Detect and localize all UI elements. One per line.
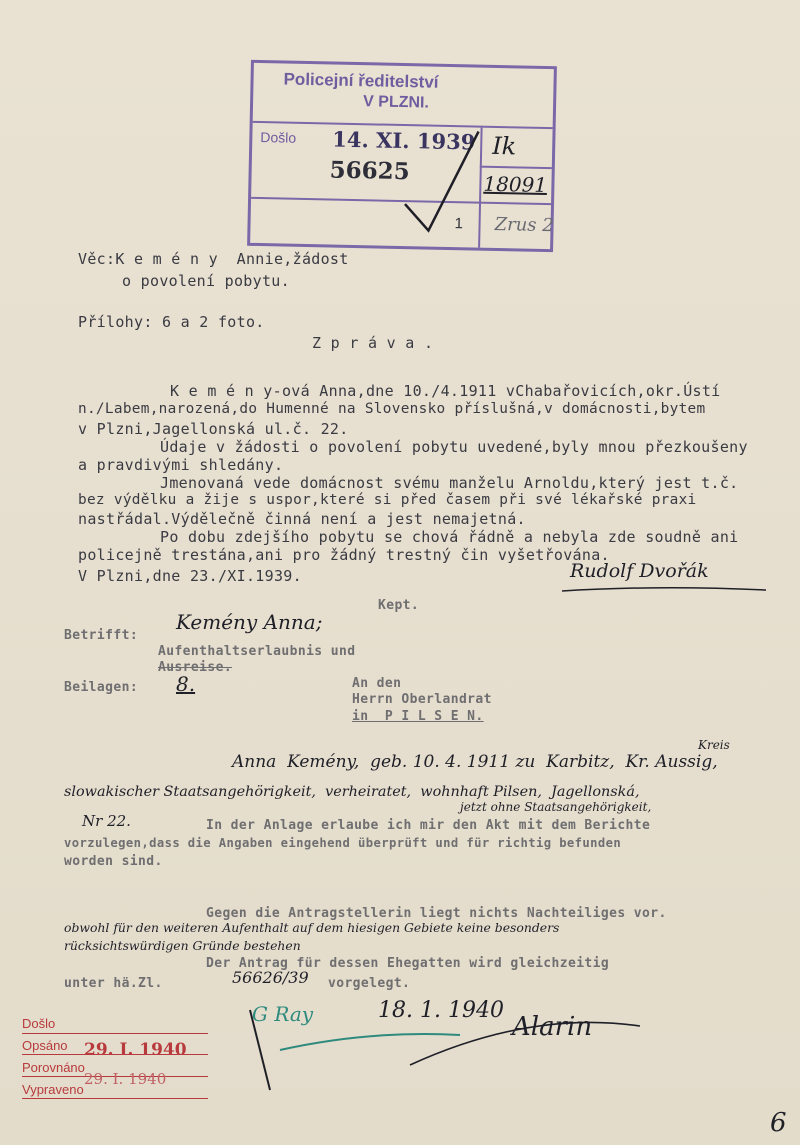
stamp-number: 56625: [329, 156, 410, 186]
betrifft-label: Betrifft:: [64, 628, 139, 643]
hand-line3b: jetzt ohne Staatsangehörigkeit,: [460, 800, 652, 814]
hand-signature: Alarin: [512, 1012, 593, 1042]
beilagen-hand-count: 8.: [176, 672, 196, 696]
address-line2: Herrn Oberlandrat: [352, 692, 492, 707]
redstamp-row3-date: 29. I. 1940: [84, 1070, 167, 1088]
subject-line-1: Věc:K e m é n y Annie,žádost: [78, 250, 349, 268]
para1-line3: v Plzni,Jagellonská ul.č. 22.: [78, 420, 349, 438]
beilagen-label: Beilagen:: [64, 680, 139, 695]
place-date: V Plzni,dne 23./XI.1939.: [78, 567, 302, 585]
german-para3-tail: vorgelegt.: [328, 976, 411, 991]
german-para3-line2: unter hä.Zl.: [64, 976, 163, 991]
para2-line1: Údaje v žádosti o povolení pobytu uvedené,byly mnou přezkoušeny: [160, 438, 748, 456]
betrifft-hand-name: Kemény Anna;: [176, 610, 323, 634]
hand-initial: G Ray: [252, 1002, 314, 1026]
report-heading: Z p r á v a .: [312, 334, 434, 352]
german-para1-line1: In der Anlage erlaube ich mir den Akt mit dem Berichte: [206, 818, 651, 833]
address-line1: An den: [352, 676, 402, 691]
redstamp-row2: Opsáno: [22, 1038, 68, 1053]
page-number: 6: [770, 1108, 787, 1138]
betrifft-typed2: Ausreise.: [158, 660, 233, 675]
para4-line1: Po dobu zdejšího pobytu se chová řádně a nebyla zde soudně ani: [160, 528, 739, 546]
hand-kreis: Kreis: [698, 738, 730, 752]
para1-line2: n./Labem,narozená,do Humenné na Slovensko příslušná,v domácnosti,bytem: [78, 401, 706, 417]
registration-stamp: [247, 60, 557, 252]
hand-reference-number: 56626/39: [232, 968, 309, 987]
officer-signature: Rudolf Dvořák: [570, 560, 709, 582]
para3-line2: bez výdělku a žije s uspor,které si před časem při své lékařské praxi: [78, 492, 697, 508]
para3-line1: Jmenovaná vede domácnost svému manželu Arnoldu,který jest t.č.: [160, 474, 739, 492]
german-para2-line1: Gegen die Antragstellerin liegt nichts Nachteiliges vor.: [206, 906, 667, 921]
stamp-hand-mark: Ik: [491, 131, 517, 161]
redstamp-row2-date: 29. I. 1940: [84, 1040, 187, 1060]
hand-line3: Nr 22.: [82, 812, 131, 830]
hand-para2-line1: obwohl für den weiteren Aufenthalt auf dem hiesigen Gebiete keine besonders: [64, 920, 560, 935]
hand-line2: slowakischer Staatsangehörigkeit, verheiratet, wohnhaft Pilsen, Jagellonská,: [64, 784, 640, 800]
german-para3-line1: Der Antrag für dessen Ehegatten wird gleichzeitig: [206, 956, 610, 971]
hand-para2-line2: rücksichtswürdigen Gründe bestehen: [64, 938, 301, 953]
hand-date: 18. 1. 1940: [378, 998, 504, 1023]
para1-line1: K e m é n y-ová Anna,dne 10./4.1911 vChabařovicích,okr.Ústí: [170, 382, 721, 400]
para3-line3: nastřádal.Výdělečně činná není a jest nemajetná.: [78, 510, 526, 528]
redstamp-row4: Vypraveno: [22, 1082, 84, 1097]
para2-line2: a pravdivými shledány.: [78, 456, 284, 474]
stamp-hand-extra: Zrus 2: [494, 213, 554, 237]
kept-label: Kept.: [378, 598, 420, 613]
stamp-office-line1: Policejní ředitelství: [283, 69, 439, 92]
redstamp-row3: Porovnáno: [22, 1060, 85, 1075]
checkmark-icon: [400, 126, 482, 238]
stamp-date: 14. XI. 1939: [332, 126, 476, 155]
german-para1-line2: vorzulegen,dass die Angaben eingehend überprüft und für richtig befunden: [64, 836, 622, 850]
stamp-count: 1: [454, 215, 464, 233]
stamp-doslo-label: Došlo: [260, 129, 297, 146]
stamp-ref: 18091: [483, 171, 548, 198]
hand-line1: Anna Kemény, geb. 10. 4. 1911 zu Karbitz, Kr. Aussig,: [232, 752, 718, 772]
attachments-line: Přílohy: 6 a 2 foto.: [78, 313, 265, 331]
subject-line-2: o povolení pobytu.: [122, 272, 290, 290]
betrifft-typed1: Aufenthaltserlaubnis und: [158, 644, 356, 659]
stamp-office-line2: V PLZNI.: [362, 93, 430, 112]
redstamp-row1: Došlo: [22, 1016, 56, 1031]
para4-line2: policejně trestána,ani pro žádný trestný čin vyšetřována.: [78, 546, 610, 564]
address-line3: in P I L S E N.: [352, 709, 484, 724]
german-para1-line3: worden sind.: [64, 854, 163, 869]
